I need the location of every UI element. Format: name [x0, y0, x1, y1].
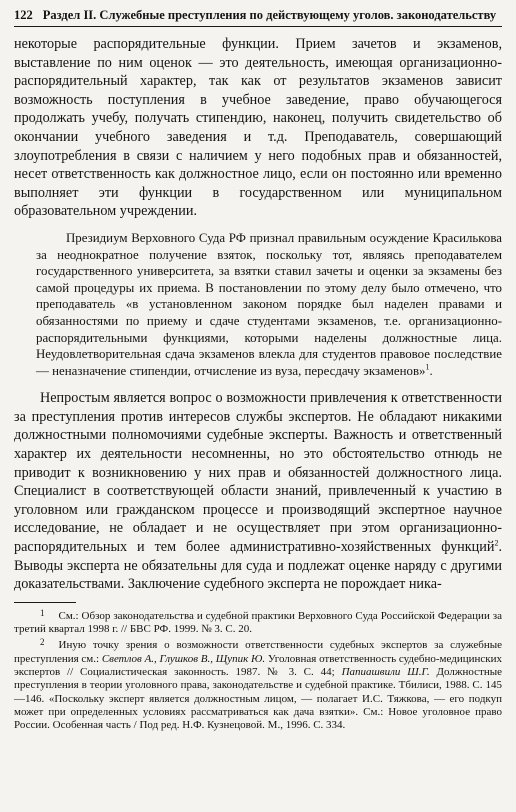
footnote-2 [14, 636, 502, 732]
case-quote: Президиум Верховного Суда РФ признал правильным осуждение Красилькова за неоднократное получение взяток, поскольку тот, являясь преподавателем государственного университета, за взятки ставил зачеты и оценки за экзамены без самой процедуры их приема. В постановлении по этому делу было отмечено, что преподаватель «в установленном законом порядке был наделен правами и обязанностями по приему и сдаче студентами экзаменов, т.е. организационно-распорядительными функциями, которыми наделены должностные лица. Неудовлетворительная сдача экзаменов влекла для студентов правовое последствие — неназначение стипендии, отчисление из вуза, пересдачу экзаменов»$^1$. [36, 230, 502, 378]
footnote-1-text: См.: Обзор законодательства и судебной практики Верховного Суда Российской Федерации за третий квартал 1998 г. // БВС РФ. 1999. № 3. С. 20. [14, 609, 502, 636]
footnote-1-marker: 1 [40, 607, 45, 618]
footnote-2-text-c: Должностные преступления в теории уголовного права, законодательстве и судебной практике. Тбилиси, 1988. С. 145—146. «Поскольку эксперт является должностным лицом, — полагает И.С. Тяжкова, — его подкуп может при определенных условиях рассматриваться как дача взятки». См.: Новое уголовное право России. Особенная часть / Под ред. Н.Ф. Кузнецовой. М., 1996. С. 334. [14, 666, 502, 732]
main-text [14, 35, 502, 594]
footnote-2-text-b: Уголовная ответственность судебно-медицинских экспертов // Социалистическая законность. 1987. № 3. С. 44; [14, 652, 503, 678]
page-number: 122 [14, 8, 33, 22]
footnotes [14, 607, 502, 733]
footnote-2-text-a: Иную точку зрения о возможности ответственности судебных экспертов за служебные преступления см.: [14, 639, 502, 665]
footnote-ref-2: 2 [494, 538, 499, 548]
paragraph-experts [14, 389, 502, 594]
case-quote-text: Президиум Верховного Суда РФ признал правильным осуждение Красилькова за неоднократное получение взяток, поскольку тот, являясь преподавателем государственного университета, за взятки ставил зачеты и оценки за экзамены без самой процедуры их приема. В постановлении по этому делу было отмечено, что преподаватель «в установленном законом порядке был наделен правами и обязанностями по приему и сдаче студентами экзаменов, т.е. организационно-распорядительными функциями, которыми наделены должностные лица. Неудовлетворительная сдача экзаменов влекла для студентов правовое последствие — неназначение стипендии, отчисление из вуза, пересдачу экзаменов» [36, 230, 502, 378]
footnote-1 [14, 607, 502, 637]
paragraph-experts-text-a: Непростым является вопрос о возможности привлечения к ответственности за преступления против интересов службы экспертов. Не обладают никакими должностными полномочиями судебные эксперты. Важность и ответственный характер их деятельности несомненны, но это обстоятельство отнюдь не приводит к возникновению у них прав и обязанностей должностного лица. Специалист в соответствующей области знаний, привлеченный к участию в уголовном или гражданском процессе и производящий экспертное научное исследование, не обладает и не осуществляет при этом организационно-распорядительных и тем более административно-хозяйственных функций [14, 390, 502, 556]
footnote-2-marker: 2 [40, 637, 45, 648]
footnote-2-authors-1: Светлов А., Глушков В., Щупик Ю. [101, 652, 266, 665]
running-title: Раздел II. Служебные преступления по действующему уголов. законодательству [42, 8, 497, 22]
paragraph-experts-text-b: . Выводы эксперта не обязательны для суда и подлежат оценке наряду с другими доказательствами. Заключение судебного эксперта не порождает ника- [14, 539, 502, 593]
paragraph-continued: некоторые распорядительные функции. Прием зачетов и экзаменов, выставление по ним оценок — это деятельность, имеющая организационно-распорядительный характер, так как от результатов экзаменов зависит возможность поступления в учебное заведение, право обучающегося продолжать учебу, получать стипендию, наконец, получить свидетельство об окончании учебного заведения и т.д. Преподаватель, совершающий злоупотребления в связи с наличием у него подобных прав и обязанностей, несет ответственность как должностное лицо, если он постоянно или временно выполняет эти функции в государственном или муниципальном образовательном учреждении. [14, 36, 502, 220]
footnote-ref-1: 1 [425, 362, 430, 372]
footnote-divider [14, 602, 76, 603]
running-header [14, 8, 502, 27]
footnote-2-authors-2: Папиашвили Ш.Г. [341, 666, 430, 678]
